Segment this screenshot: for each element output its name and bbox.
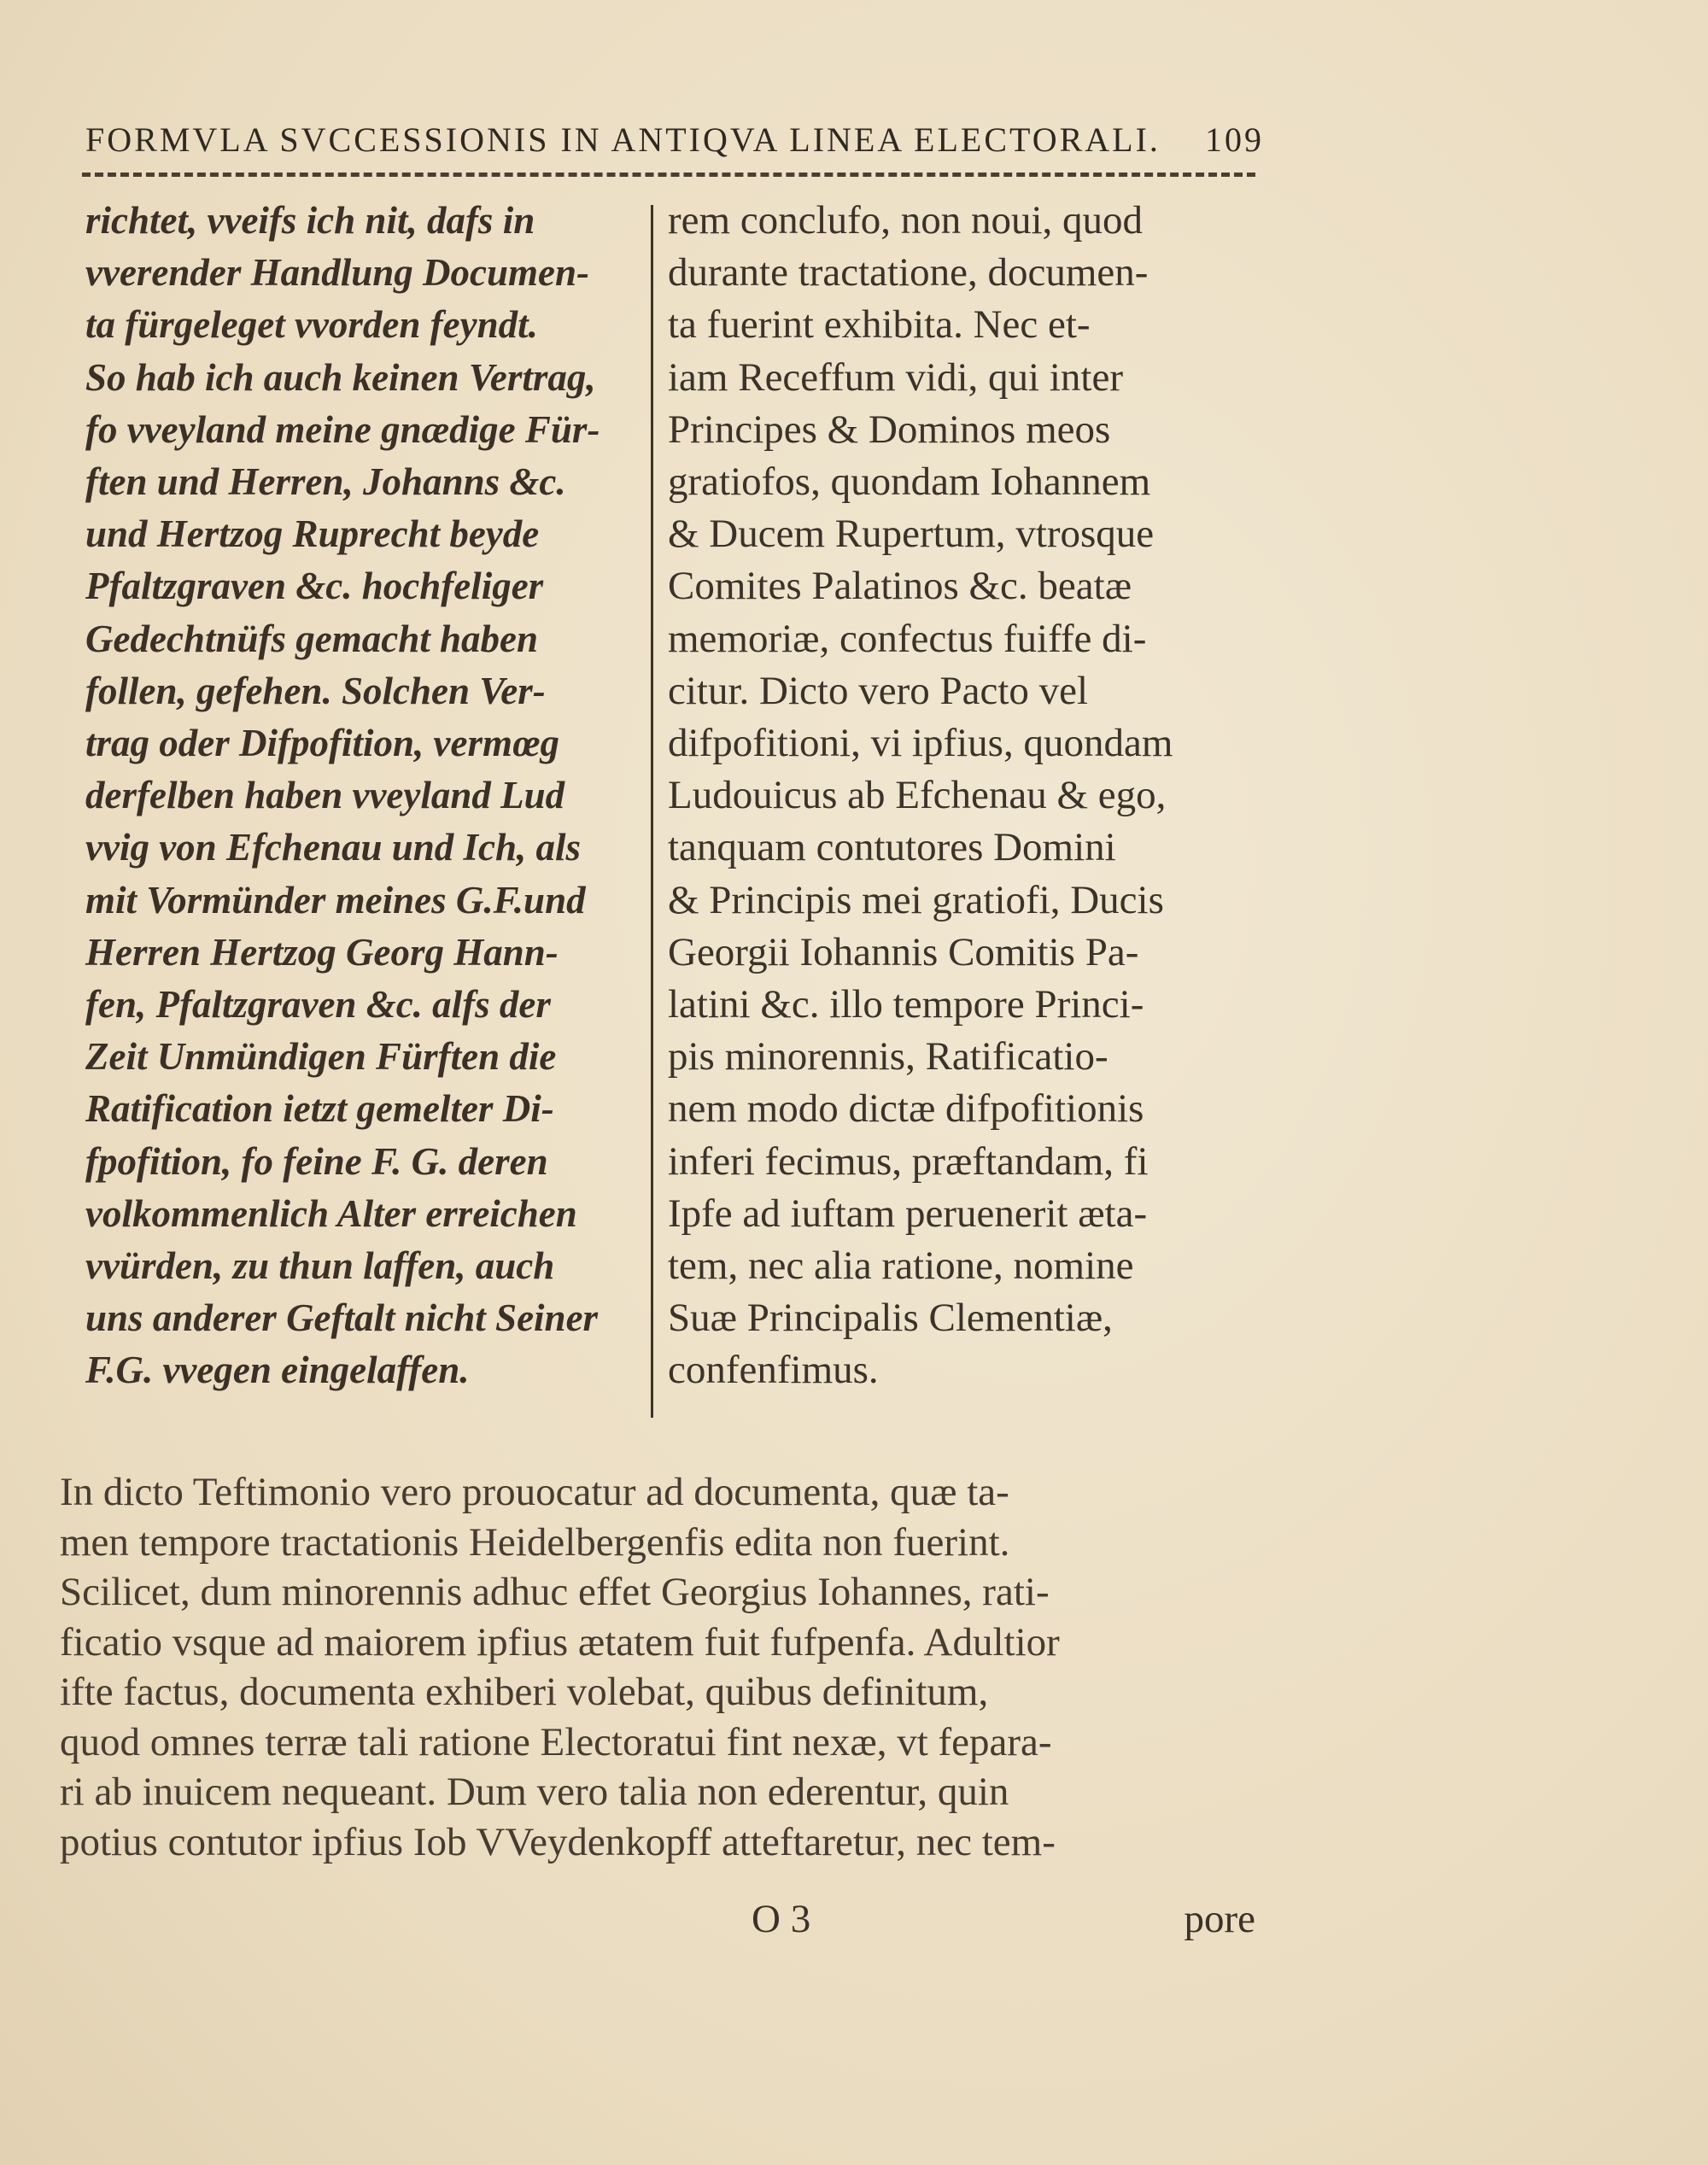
signature-mark: O 3: [752, 1897, 811, 1941]
german-line: trag oder Difpofition, vermœg: [85, 722, 559, 765]
latin-line: rem conclufo, non noui, quod: [668, 198, 1144, 243]
body-line: In dicto Teftimonio vero prouocatur ad documenta, quæ ta-: [60, 1470, 1009, 1514]
german-line: mit Vormünder meines G.F.und: [85, 878, 586, 922]
german-line: uns anderer Geftalt nicht Seiner: [85, 1296, 599, 1340]
german-line: volkommenlich Alter erreichen: [85, 1191, 577, 1235]
german-line: ften und Herren, Johanns &c.: [85, 460, 566, 504]
german-line: richtet, vveifs ich nit, dafs in: [85, 199, 535, 242]
body-line: men tempore tractationis Heidelbergenfis edita non fuerint.: [60, 1519, 1010, 1565]
german-line: fen, Pfaltzgraven &c. alfs der: [85, 983, 551, 1027]
german-line: und Hertzog Ruprecht beyde: [85, 512, 540, 556]
latin-line: gratiofos, quondam Iohannem: [668, 459, 1151, 505]
german-line: So hab ich auch keinen Vertrag,: [85, 355, 596, 399]
catchword: pore: [1184, 1897, 1255, 1941]
latin-column: [668, 195, 1261, 1397]
page-number: 109: [1205, 120, 1264, 159]
latin-line: inferi fecimus, præftandam, fi: [668, 1138, 1149, 1184]
latin-line: tem, nec alia ratione, nomine: [668, 1243, 1134, 1289]
latin-line: Comites Palatinos &c. beatæ: [668, 564, 1132, 609]
running-header: [85, 120, 1264, 160]
body-paragraph: [60, 1467, 1264, 1867]
german-line: fo vveyland meine gnædige Für-: [85, 407, 600, 451]
latin-line: difpofitioni, vi ipfius, quondam: [668, 721, 1173, 766]
german-line: vverender Handlung Documen-: [85, 251, 589, 295]
body-line: potius contutor ipfius Iob VVeydenkopff atteftaretur, nec tem-: [60, 1819, 1056, 1864]
german-line: Pfaltzgraven &c. hochfeliger: [85, 565, 544, 608]
german-line: derfelben haben vveyland Lud: [85, 774, 565, 817]
latin-line: latini &c. illo tempore Princi-: [668, 982, 1144, 1027]
german-column: [85, 195, 640, 1397]
latin-line: pis minorennis, Ratificatio-: [668, 1034, 1108, 1080]
latin-line: Suæ Principalis Clementiæ,: [668, 1296, 1113, 1341]
latin-line: citur. Dicto vero Pacto vel: [668, 668, 1089, 713]
latin-line: & Ducem Rupertum, vtrosque: [668, 512, 1155, 557]
german-line: vvig von Efchenau und Ich, als: [85, 826, 582, 869]
german-line: ta fürgeleget vvorden feyndt.: [85, 303, 538, 347]
header-rule: [82, 173, 1255, 177]
latin-line: memoriæ, confectus fuiffe di-: [668, 616, 1147, 661]
page-footer: [60, 1896, 1255, 1947]
latin-line: ta fuerint exhibita. Nec et-: [668, 302, 1091, 348]
latin-line: Ludouicus ab Efchenau & ego,: [668, 773, 1167, 818]
latin-line: Ipfe ad iuftam peruenerit æta-: [668, 1191, 1148, 1236]
body-line: Scilicet, dum minorennis adhuc effet Georgius Iohannes, rati-: [60, 1570, 1050, 1614]
running-title: FORMVLA SVCCESSIONIS IN ANTIQVA LINEA ELECTORALI.: [85, 120, 1161, 159]
german-line: Gedechtnüfs gemacht haben: [85, 617, 539, 660]
latin-line: tanquam contutores Domini: [668, 825, 1116, 870]
german-line: follen, gefehen. Solchen Ver-: [85, 669, 546, 712]
body-line: quod omnes terræ tali ratione Electoratui fint nexæ, vt fepara-: [60, 1719, 1052, 1764]
german-line: Zeit Unmündigen Fürften die: [85, 1035, 557, 1079]
body-line: ifte factus, documenta exhiberi volebat, quibus definitum,: [60, 1670, 989, 1714]
latin-line: Principes & Dominos meos: [668, 407, 1111, 452]
latin-line: durante tractatione, documen-: [668, 250, 1149, 295]
body-line: ficatio vsque ad maiorem ipfius ætatem fuit fufpenfa. Adultior: [60, 1619, 1060, 1665]
latin-line: confenfimus.: [668, 1348, 879, 1393]
column-divider: [651, 205, 653, 1418]
german-line: Herren Hertzog Georg Hann-: [85, 930, 559, 974]
german-line: Ratification ietzt gemelter Di-: [85, 1087, 554, 1131]
latin-line: & Principis mei gratiofi, Ducis: [668, 877, 1164, 922]
latin-line: iam Receffum vidi, qui inter: [668, 354, 1123, 400]
german-line: fpofition, fo feine F. G. deren: [85, 1139, 548, 1183]
body-line: ri ab inuicem nequeant. Dum vero talia non ederentur, quin: [60, 1770, 1009, 1814]
german-line: vvürden, zu thun laffen, auch: [85, 1244, 555, 1288]
german-line: F.G. vvegen eingelaffen.: [85, 1349, 470, 1392]
latin-line: nem modo dictæ difpofitionis: [668, 1086, 1144, 1132]
latin-line: Georgii Iohannis Comitis Pa-: [668, 929, 1139, 974]
